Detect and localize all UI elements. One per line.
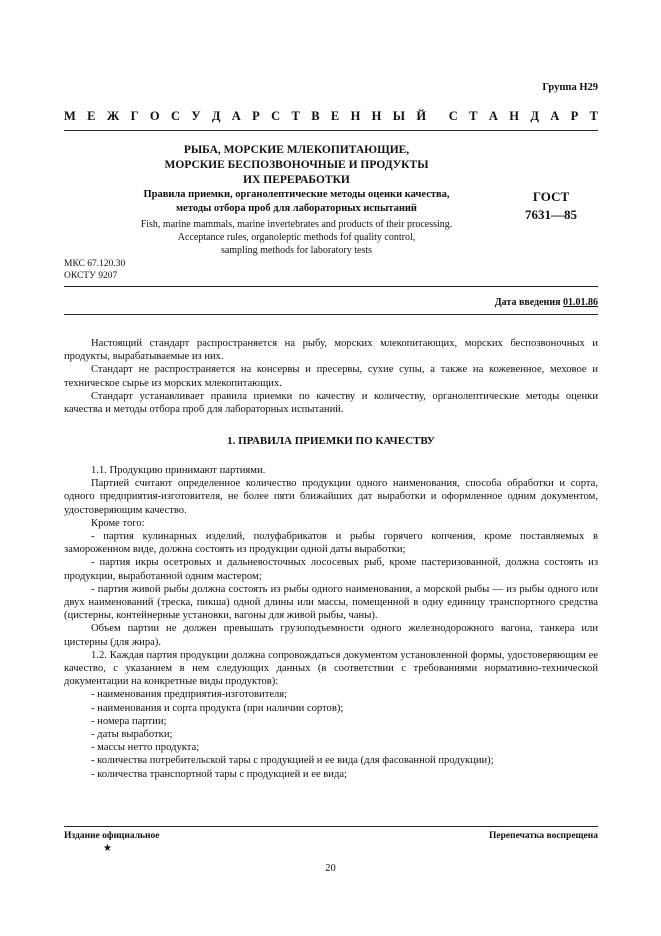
intro-date-value: 01.01.86 xyxy=(563,297,598,308)
section-paragraph: - партия кулинарных изделий, полуфабрикатов и рыбы горячего копчения, кроме поставляемых в замороженном виде, должна состоять из продукции одной даты выработки; xyxy=(64,531,598,556)
okstu-code: ОКСТУ 9207 xyxy=(64,271,118,281)
banner-letter: Т xyxy=(469,109,478,123)
mks-code: МКС 67.120.30 xyxy=(64,259,126,269)
english-line-2: Acceptance rules, organoleptic methods fof quality control, xyxy=(177,232,416,243)
banner-letter: М xyxy=(64,109,76,123)
section-paragraph: Кроме того: xyxy=(91,517,145,529)
banner-letter: Ы xyxy=(392,109,406,123)
interstate-standard-banner xyxy=(64,109,598,124)
intro-paragraph: Стандарт не распространяется на консервы и пресервы, сухие супы, а также на кожевенное, меховое и техническое сырье из морских млекопитающих. xyxy=(64,364,598,389)
section-paragraph: - партия живой рыбы должна состоять из рыбы одного наименования, а морской рыбы — из рыбы одного или двух наименований (треска, пикша) одной длины или массы, помещенной в одну единицу транспортного средства (цистерны, контейнерные установки, вагоны для живой рыбы, чаны). xyxy=(64,583,598,622)
english-title xyxy=(64,218,529,257)
section-paragraph: - массы нетто продукта; xyxy=(91,742,200,754)
banner-letter: А xyxy=(488,109,498,123)
introduction-date xyxy=(495,297,598,308)
english-line-1: Fish, marine mammals, marine invertebrates and products of their processing. xyxy=(140,219,453,230)
section-body xyxy=(64,464,598,781)
section-paragraph: - номера партии; xyxy=(91,715,167,727)
intro-paragraph: Настоящий стандарт распространяется на рыбу, морских млекопитающих, морских беспозвоночных и продукты, вырабатываемые из них. xyxy=(64,338,598,363)
banner-letter: В xyxy=(311,109,320,123)
section-paragraph: - даты выработки; xyxy=(91,729,173,741)
banner-letter: У xyxy=(191,109,201,123)
gost-label: ГОСТ xyxy=(532,189,570,204)
gost-designation xyxy=(511,188,591,224)
banner-letter: Н xyxy=(350,109,361,123)
section-paragraph: 1.2. Каждая партия продукции должна сопровождаться документом установленной формы, удостоверяющим ее качество, с указанием в нем следующих данных (в соответствии с требованиями нормативно-технической документации на конкретные виды продуктов): xyxy=(64,649,598,688)
section-paragraph: - количества потребительской тары с продукцией и ее вида (для фасованной продукции); xyxy=(91,755,494,767)
banner-letter: Т xyxy=(291,109,300,123)
title-line-1: РЫБА, МОРСКИЕ МЛЕКОПИТАЮЩИЕ, xyxy=(183,144,410,156)
footer-rule xyxy=(64,826,598,827)
codes-rule xyxy=(64,286,598,287)
subtitle-line-1: Правила приемки, органолептические методы оценки качества, xyxy=(143,189,450,200)
banner-letter: Г xyxy=(130,109,139,123)
document-title xyxy=(64,143,529,188)
banner-letter: С xyxy=(271,109,281,123)
banner-letter: Е xyxy=(330,109,340,123)
banner-letter: С xyxy=(448,109,458,123)
top-rule xyxy=(64,130,598,131)
banner-letter: Р xyxy=(570,109,579,123)
banner-letter: Т xyxy=(589,109,598,123)
intro-paragraph: Стандарт устанавливает правила приемки по качеству и количеству, органолептические методы оценки качества и методы отбора проб для лабораторных испытаний. xyxy=(64,390,598,416)
subtitle-line-2: методы отбора проб для лабораторных испытаний xyxy=(176,203,417,214)
banner-letter: А xyxy=(231,109,241,123)
banner-letter: Н xyxy=(509,109,519,123)
banner-letter: Н xyxy=(371,109,382,123)
section-paragraph: - партия икры осетровых и дальневосточных лососевых рыб, кроме пастеризованной, должна состоять из продукции, выработанной одним мастером; xyxy=(64,557,598,582)
document-subtitle xyxy=(64,188,529,216)
group-code: Группа Н29 xyxy=(542,82,598,93)
date-rule xyxy=(64,314,598,315)
official-edition-note: Издание официальное xyxy=(64,831,160,841)
banner-letter: Д xyxy=(530,109,539,123)
page-number: 20 xyxy=(325,863,336,874)
star-icon: ★ xyxy=(103,843,112,854)
title-line-2: МОРСКИЕ БЕСПОЗВОНОЧНЫЕ И ПРОДУКТЫ xyxy=(164,159,429,171)
section-paragraph: 1.1. Продукцию принимают партиями. xyxy=(91,465,266,476)
intro-text xyxy=(64,337,598,416)
intro-date-label: Дата введения xyxy=(494,297,561,308)
banner-letter: Й xyxy=(416,109,427,123)
banner-letter: Е xyxy=(87,109,96,123)
gost-number: 7631—85 xyxy=(525,207,577,222)
banner-letter: О xyxy=(149,109,160,123)
section-paragraph: - наименования предприятия-изготовителя; xyxy=(91,689,288,701)
section-paragraph: - наименования и сорта продукта (при наличии сортов); xyxy=(91,702,344,714)
classification-codes xyxy=(64,258,125,282)
section-heading: 1. ПРАВИЛА ПРИЕМКИ ПО КАЧЕСТВУ xyxy=(227,435,435,447)
banner-letter: А xyxy=(550,109,560,123)
banner-letter: С xyxy=(170,109,180,123)
english-line-3: sampling methods for laboratory tests xyxy=(220,245,373,256)
section-paragraph: Объем партии не должен превышать грузоподъемности одного железнодорожного вагона, танкера или цистерны (для жира). xyxy=(64,623,598,648)
title-line-3: ИХ ПЕРЕРАБОТКИ xyxy=(243,174,350,186)
banner-letter: Ж xyxy=(106,109,120,123)
banner-letter: Д xyxy=(211,109,221,123)
section-paragraph: - количества транспортной тары с продукцией и ее вида; xyxy=(91,768,348,780)
banner-letter: Р xyxy=(252,109,260,123)
section-paragraph: Партией считают определенное количество продукции одного наименования, способа обработки и сорта, одного предприятия-изготовителя, не более пяти ближайших дат выработки и оформленное одним документом, удостоверяющим качество. xyxy=(64,478,598,516)
reprint-prohibited-note: Перепечатка воспрещена xyxy=(488,831,598,841)
